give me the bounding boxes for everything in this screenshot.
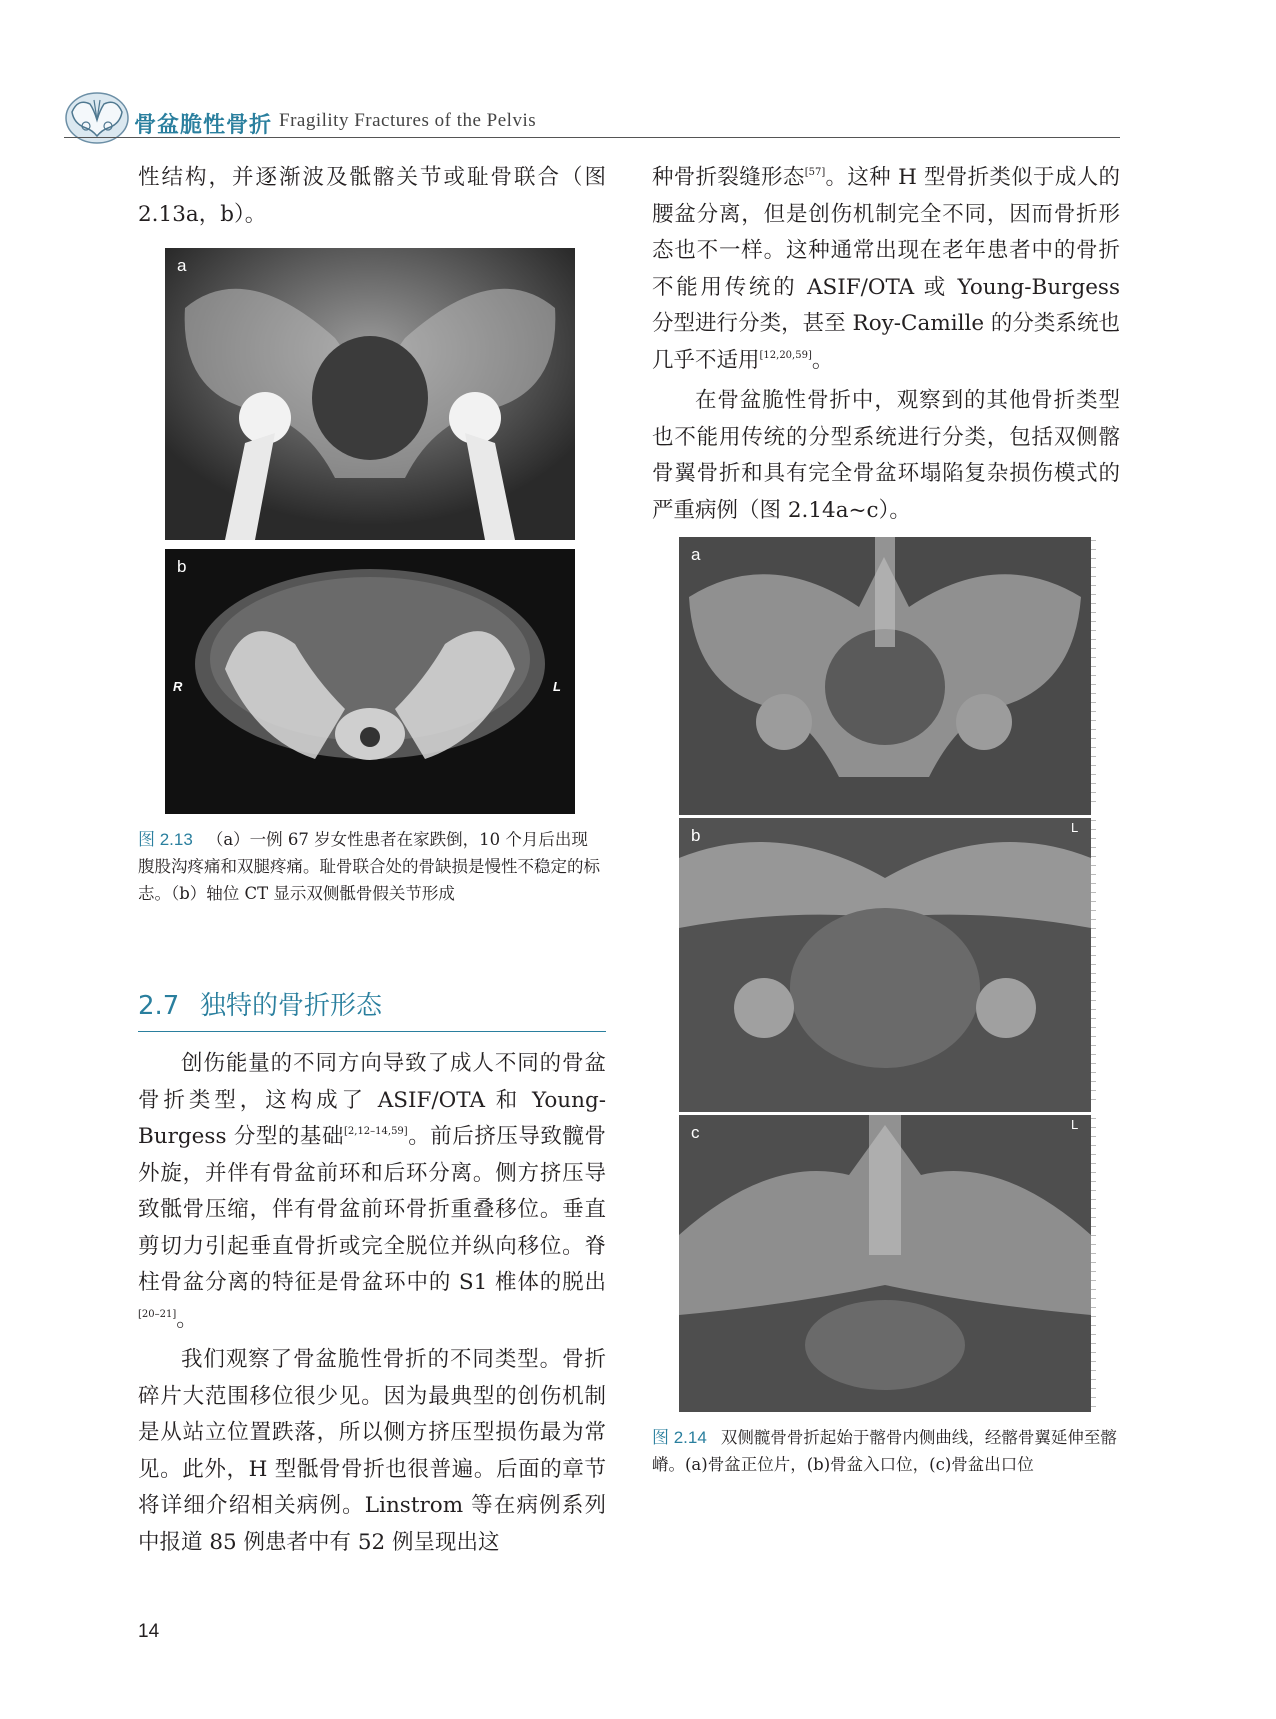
pelvis-xray-illustration <box>165 248 575 540</box>
running-header <box>64 90 1120 150</box>
ct-marker-left: L <box>553 679 561 694</box>
figure-panel-label-b: b <box>691 826 701 845</box>
section-number: 2.7 <box>138 991 180 1021</box>
paragraph-text: 。这种 H 型骨折类似于成人的腰盆分离，但是创伤机制完全不同，因而骨折形态也不一样。这种通常出现在老年患者中的骨折不能用传统的 ASIF/OTA 或 Young-Burgess 分型进行分类，甚至 Roy-Camille 的分类系统也几乎不适用 <box>652 165 1120 373</box>
film-ruler <box>1091 820 1096 1108</box>
left-body <box>138 1046 606 1561</box>
figure-panel-label-a: a <box>691 545 701 564</box>
section-title: 独特的骨折形态 <box>200 991 383 1021</box>
citation: [2,12–14,59] <box>344 1126 408 1137</box>
citation: [12,20,59] <box>759 349 812 361</box>
pelvis-outlet-illustration <box>679 1115 1091 1412</box>
figure-2-14-caption <box>652 1424 1120 1478</box>
paragraph-other-types: 在骨盆脆性骨折中，观察到的其他骨折类型也不能用传统的分型系统进行分类，包括双侧髂骨翼骨折和具有完全骨盆环塌陷复杂损伤模式的严重病例（图 2.14a~c）。 <box>652 388 1120 523</box>
figure-2-14b-xray <box>679 818 1091 1112</box>
pelvis-ap-illustration <box>679 537 1091 815</box>
paragraph-text: 。 <box>811 347 834 373</box>
paragraph-h-type <box>652 160 1120 379</box>
figure-panel-label-c: c <box>691 1123 700 1142</box>
ct-marker-right: R <box>173 679 183 694</box>
film-ruler <box>1091 1118 1096 1408</box>
figure-2-13-caption <box>138 826 603 907</box>
paragraph-fracture-types <box>138 1046 606 1338</box>
left-intro <box>138 160 606 233</box>
paragraph-fragility-types: 我们观察了骨盆脆性骨折的不同类型。骨折碎片大范围移位很少见。因为最典型的创伤机制是从站立位置跌落，所以侧方挤压型损伤最为常见。此外，H 型骶骨骨折也很普遍。后面的章节将详细介绍相关病例。Linstrom 等在病例系列中报道 85 例患者中有 52 例呈现出这 <box>138 1347 606 1555</box>
figure-2-14a-xray <box>679 537 1091 815</box>
panel-c-marker: L <box>1071 1117 1079 1132</box>
panel-b-marker: L <box>1071 820 1079 835</box>
figure-2-13-caption-text: （a）一例 67 岁女性患者在家跌倒，10 个月后出现腹股沟疼痛和双腿疼痛。耻骨联合处的骨缺损是慢性不稳定的标志。（b）轴位 CT 显示双侧骶骨假关节形成 <box>138 830 600 903</box>
header-title-cn: 骨盆脆性骨折 <box>134 113 273 138</box>
paragraph-text: 。 <box>176 1306 198 1332</box>
right-body <box>652 160 1120 529</box>
header-title-en: Fragility Fractures of the Pelvis <box>279 110 537 131</box>
section-heading <box>138 985 606 1025</box>
header-divider <box>64 137 1120 138</box>
section-divider <box>138 1031 606 1032</box>
axial-ct-illustration <box>165 549 575 814</box>
citation: [20–21] <box>138 1308 177 1320</box>
figure-2-14-caption-text: 双侧髋骨骨折起始于髂骨内侧曲线，经髂骨翼延伸至髂嵴。(a)骨盆正位片，(b)骨盆入口位，(c)骨盆出口位 <box>652 1428 1117 1474</box>
pelvis-inlet-illustration <box>679 818 1091 1112</box>
film-ruler <box>1091 540 1096 810</box>
figure-panel-label-a: a <box>177 256 187 275</box>
figure-2-13-number: 图 2.13 <box>138 830 193 849</box>
paragraph-text: 。前后挤压导致髋骨外旋，并伴有骨盆前环和后环分离。侧方挤压导致骶骨压缩，伴有骨盆前环骨折重叠移位。垂直剪切力引起垂直骨折或完全脱位并纵向移位。脊柱骨盆分离的特征是骨盆环中的 S1 椎体的脱出 <box>138 1124 606 1295</box>
figure-panel-label-b: b <box>177 557 187 576</box>
citation: [57] <box>804 167 826 178</box>
figure-2-14-number: 图 2.14 <box>652 1428 707 1447</box>
paragraph-text: 创伤能量的不同方向导致了成人不同的骨盆骨折类型，这构成了 ASIF/OTA 和 Young-Burgess 分型的基础 <box>138 1051 606 1149</box>
page-number: 14 <box>138 1621 160 1642</box>
figure-2-13b-ct <box>165 549 575 814</box>
figure-2-14c-xray <box>679 1115 1091 1412</box>
figure-2-13a-xray <box>165 248 575 540</box>
paragraph-text: 种骨折裂缝形态 <box>652 165 805 190</box>
intro-paragraph: 性结构，并逐渐波及骶髂关节或耻骨联合（图 2.13a，b）。 <box>138 165 606 227</box>
